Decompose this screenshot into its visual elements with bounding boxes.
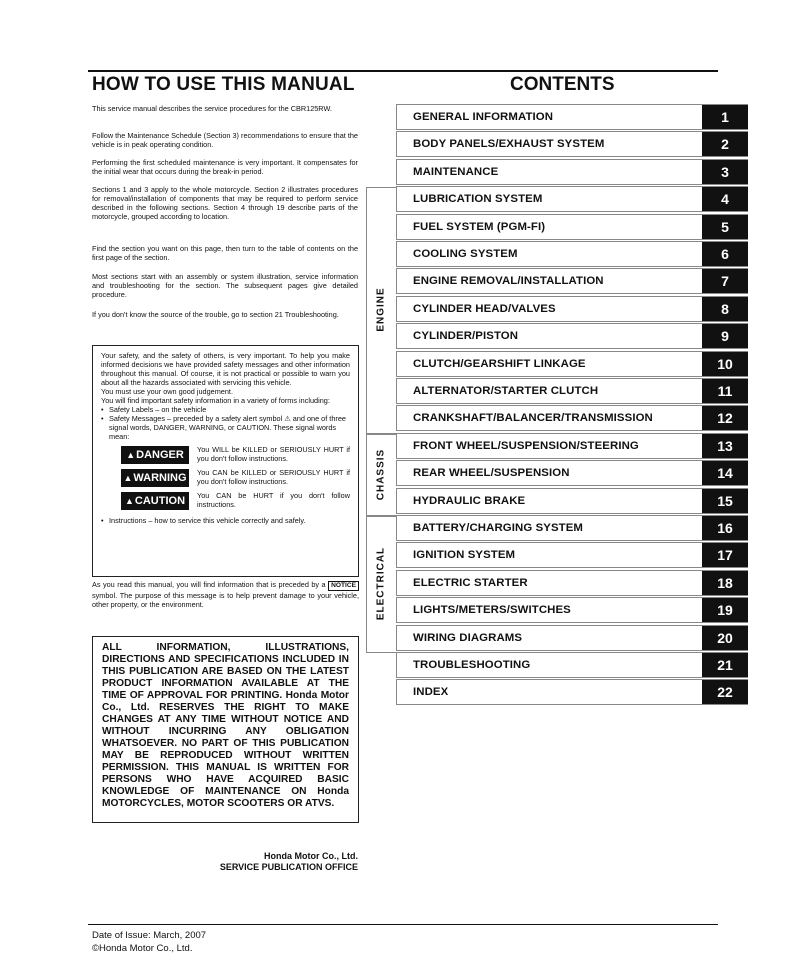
toc-section-number: 21: [702, 653, 748, 677]
intro-paragraph: Find the section you want on this page, then turn to the table of contents on the first page of the section.: [92, 244, 358, 262]
toc-row[interactable]: [396, 186, 748, 212]
safety-bullet: • Safety Messages – preceded by a safety alert symbol ⚠ and one of three signal words, DANGER, WARNING, or CAUTION. These signal words mean:: [101, 414, 346, 441]
issue-date: Date of Issue: March, 2007: [92, 930, 207, 941]
toc-section-number: 20: [702, 626, 748, 650]
safety-judgement: You must use your own good judgement.: [101, 387, 233, 396]
toc-section-label: MAINTENANCE: [413, 166, 499, 178]
toc-section-label: ALTERNATOR/STARTER CLUTCH: [413, 385, 599, 397]
signal-danger: ▲ DANGER You WILL be KILLED or SERIOUSLY HURT if you don't follow instructions.: [121, 445, 350, 464]
toc-section-number: 16: [702, 516, 748, 540]
toc-section-label: LIGHTS/METERS/SWITCHES: [413, 604, 571, 616]
toc-row[interactable]: [396, 570, 748, 596]
intro-paragraph: Follow the Maintenance Schedule (Section 3) recommendations to ensure that the vehicle is in peak operating condition.: [92, 131, 358, 149]
toc-section-label: CYLINDER HEAD/VALVES: [413, 303, 556, 315]
notice-paragraph: As you read this manual, you will find information that is preceded by a NOTICE symbol. The purpose of this message is to help prevent damage to your vehicle, other property, or the environment.: [92, 580, 359, 609]
toc-section-number: 11: [702, 379, 748, 403]
toc-section-number: 17: [702, 543, 748, 567]
toc-row[interactable]: [396, 542, 748, 568]
toc-section-number: 13: [702, 434, 748, 458]
toc-section-number: 5: [702, 215, 748, 239]
toc-row[interactable]: [396, 241, 748, 267]
toc-section-label: FUEL SYSTEM (PGM-FI): [413, 221, 546, 233]
caution-badge: ▲ CAUTION: [121, 492, 189, 510]
toc-section-number: 3: [702, 160, 748, 184]
safety-intro: Your safety, and the safety of others, is very important. To help you make informed decisions we have provided safety messages and other information throughout this manual. Of course, it is not practical or possible to warn you about all the hazards associated with servicing this vehicle.: [101, 351, 350, 387]
alert-triangle-icon: ▲: [126, 449, 136, 460]
toc-section-number: 12: [702, 406, 748, 430]
warning-badge: ▲ WARNING: [121, 469, 189, 487]
how-to-use-title: HOW TO USE THIS MANUAL: [92, 74, 355, 95]
safety-bullet: • Safety Labels – on the vehicle: [101, 405, 207, 414]
toc-section-number: 6: [702, 242, 748, 266]
signal-caution: ▲ CAUTION You CAN be HURT if you don't follow instructions.: [121, 491, 350, 510]
safety-box: [92, 345, 359, 577]
toc-section-label: GENERAL INFORMATION: [413, 111, 554, 123]
intro-paragraph: Sections 1 and 3 apply to the whole motorcycle. Section 2 illustrates procedures for removal/installation of components that may be required to perform service described in the following sections. Section 4 through 19 describe parts of the motorcycle, grouped according to location.: [92, 185, 358, 221]
safety-forms: You will find important safety information in a variety of forms including:: [101, 396, 330, 405]
toc-section-label: CYLINDER/PISTON: [413, 330, 519, 342]
toc-row[interactable]: [396, 104, 748, 130]
intro-paragraph: Most sections start with an assembly or system illustration, service information and troubleshooting for the section. The subsequent pages give detailed procedure.: [92, 272, 358, 299]
toc-row[interactable]: [396, 159, 748, 185]
alert-triangle-icon: ▲: [123, 472, 133, 483]
bottom-rule: [88, 924, 718, 925]
toc-section-label: TROUBLESHOOTING: [413, 659, 531, 671]
toc-section-number: 9: [702, 324, 748, 348]
toc-section-label: BATTERY/CHARGING SYSTEM: [413, 522, 583, 534]
electrical-group-label: ELECTRICAL: [375, 546, 387, 621]
toc-row[interactable]: [396, 460, 748, 486]
toc-row[interactable]: [396, 214, 748, 240]
alert-triangle-icon: ▲: [124, 495, 134, 506]
toc-row[interactable]: [396, 515, 748, 541]
toc-section-label: ENGINE REMOVAL/INSTALLATION: [413, 275, 604, 287]
intro-paragraph: If you don't know the source of the trouble, go to section 21 Troubleshooting.: [92, 310, 339, 319]
toc-row[interactable]: [396, 296, 748, 322]
toc-section-number: 8: [702, 297, 748, 321]
toc-section-label: IGNITION SYSTEM: [413, 549, 516, 561]
toc-row[interactable]: [396, 679, 748, 705]
toc-row[interactable]: [396, 378, 748, 404]
safety-bullet: • Instructions – how to service this vehicle correctly and safely.: [101, 516, 306, 525]
toc-section-number: 19: [702, 598, 748, 622]
toc-section-number: 2: [702, 132, 748, 156]
toc-section-number: 18: [702, 571, 748, 595]
toc-section-label: LUBRICATION SYSTEM: [413, 193, 543, 205]
toc-section-label: ELECTRIC STARTER: [413, 577, 528, 589]
toc-row[interactable]: [396, 488, 748, 514]
notice-tag: NOTICE: [328, 581, 359, 591]
danger-badge: ▲ DANGER: [121, 446, 189, 464]
engine-group-label: ENGINE: [375, 287, 387, 332]
copyright: ©Honda Motor Co., Ltd.: [92, 943, 193, 954]
toc-row[interactable]: [396, 131, 748, 157]
disclaimer-box: ALL INFORMATION, ILLUSTRATIONS, DIRECTIONS AND SPECIFICATIONS INCLUDED IN THIS PUBLICATION ARE BASED ON THE LATEST PRODUCT INFORMATION AVAILABLE AT THE TIME OF APPROVAL FOR PRINTING. Honda Motor Co., Ltd. RESERVES THE RIGHT TO MAKE CHANGES AT ANY TIME WITHOUT NOTICE AND WITHOUT INCURRING ANY OBLIGATION WHATSOEVER. NO PART OF THIS PUBLICATION MAY BE REPRODUCED WITHOUT WRITTEN PERMISSION. THIS MANUAL IS WRITTEN FOR PERSONS WHO HAVE ACQUIRED BASIC KNOWLEDGE OF MAINTENANCE ON Honda MOTORCYCLES, MOTOR SCOOTERS OR ATVS.: [92, 636, 359, 823]
contents-title: CONTENTS: [510, 74, 615, 95]
toc-section-label: FRONT WHEEL/SUSPENSION/STEERING: [413, 440, 639, 452]
intro-paragraph: Performing the first scheduled maintenance is very important. It compensates for the initial wear that occurs during the break-in period.: [92, 158, 358, 176]
intro-paragraph: This service manual describes the service procedures for the CBR125RW.: [92, 104, 332, 113]
toc-section-label: REAR WHEEL/SUSPENSION: [413, 467, 570, 479]
toc-row[interactable]: [396, 323, 748, 349]
toc-row[interactable]: [396, 625, 748, 651]
toc-section-label: COOLING SYSTEM: [413, 248, 518, 260]
toc-section-label: WIRING DIAGRAMS: [413, 632, 523, 644]
publisher: Honda Motor Co., Ltd. SERVICE PUBLICATION OFFICE: [219, 851, 358, 872]
toc-row[interactable]: [396, 652, 748, 678]
toc-section-label: INDEX: [413, 686, 449, 698]
toc-section-label: CLUTCH/GEARSHIFT LINKAGE: [413, 358, 586, 370]
top-rule: [88, 70, 718, 72]
toc-section-number: 14: [702, 461, 748, 485]
toc-row[interactable]: [396, 268, 748, 294]
toc-row[interactable]: [396, 433, 748, 459]
toc-section-number: 22: [702, 680, 748, 704]
toc-section-label: HYDRAULIC BRAKE: [413, 495, 526, 507]
chassis-group-label: CHASSIS: [375, 448, 387, 501]
toc-section-label: BODY PANELS/EXHAUST SYSTEM: [413, 138, 605, 150]
toc-section-number: 7: [702, 269, 748, 293]
signal-warning: ▲ WARNING You CAN be KILLED or SERIOUSLY HURT if you don't follow instructions.: [121, 468, 350, 487]
toc-section-number: 15: [702, 489, 748, 513]
toc-section-label: CRANKSHAFT/BALANCER/TRANSMISSION: [413, 412, 653, 424]
toc-section-number: 1: [702, 105, 748, 129]
toc-row[interactable]: [396, 405, 748, 431]
toc-section-number: 10: [702, 352, 748, 376]
toc-row[interactable]: [396, 351, 748, 377]
toc-section-number: 4: [702, 187, 748, 211]
toc-row[interactable]: [396, 597, 748, 623]
